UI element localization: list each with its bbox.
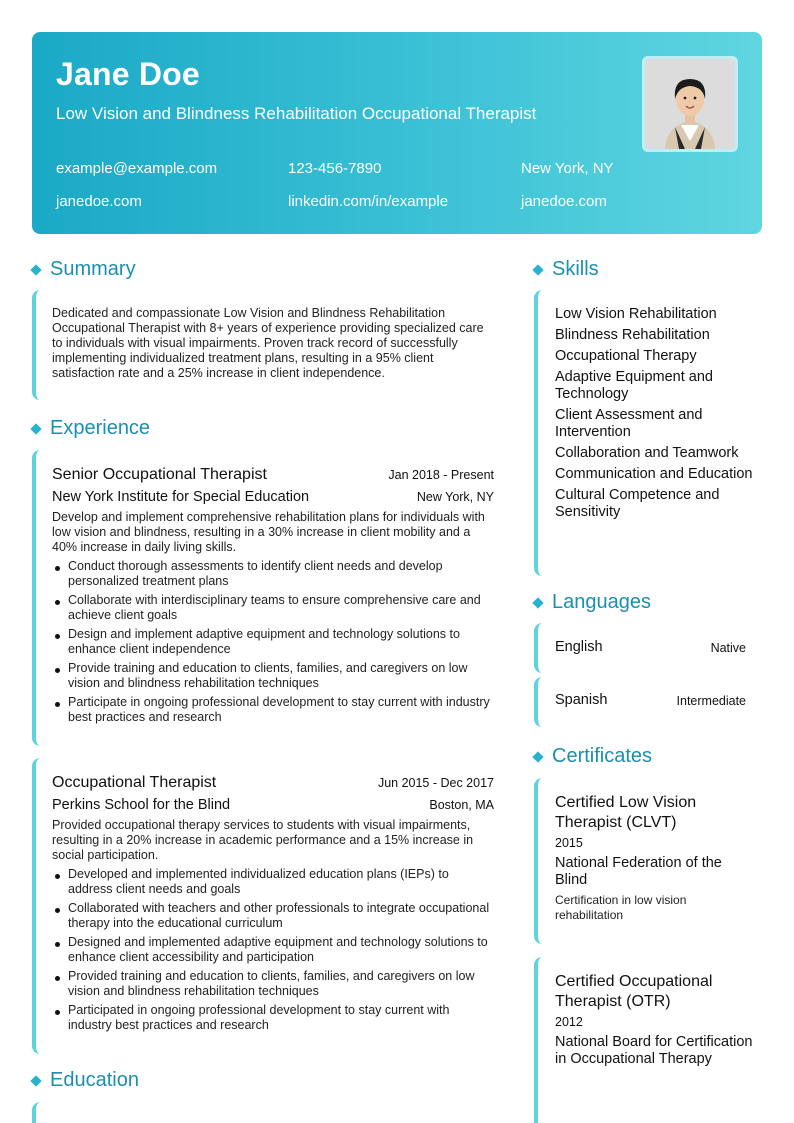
diamond-icon bbox=[30, 423, 41, 434]
certificate-name: Certified Occupational Therapist (OTR) bbox=[555, 973, 713, 1010]
language-name: English bbox=[555, 639, 603, 655]
certificate-year: 2015 bbox=[555, 836, 583, 850]
job-bullet: Collaborated with teachers and other professionals to integrate occupational therapy into the educational curriculum bbox=[52, 901, 494, 931]
education-heading: Education bbox=[50, 1069, 139, 1091]
certificate-description: Certification in low vision rehabilitation bbox=[555, 893, 687, 922]
languages-heading: Languages bbox=[552, 591, 651, 613]
candidate-name: Jane Doe bbox=[56, 56, 200, 92]
certificate-name: Certified Low Vision Therapist (CLVT) bbox=[555, 794, 697, 831]
experience-heading: Experience bbox=[50, 417, 151, 439]
job-bullet: Designed and implemented adaptive equipment and technology solutions to enhance client accessibility and participation bbox=[52, 935, 494, 965]
diamond-icon bbox=[30, 1075, 41, 1086]
job-bullet: Provide training and education to clients, families, and caregivers on low vision and blindness rehabilitation techniques bbox=[52, 661, 494, 691]
languages-section-title bbox=[532, 591, 651, 614]
skill-item: Communication and Education bbox=[555, 466, 753, 482]
diamond-icon bbox=[532, 597, 543, 608]
diamond-icon bbox=[532, 264, 543, 275]
diamond-icon bbox=[532, 751, 543, 762]
job-bullets bbox=[52, 867, 494, 1037]
job-bullet: Provided training and education to clients, families, and caregivers on low vision and blindness rehabilitation techniques bbox=[52, 969, 494, 999]
skill-item: Blindness Rehabilitation bbox=[555, 327, 710, 343]
skill-item: Client Assessment and Intervention bbox=[555, 407, 703, 440]
job-bullet: Participate in ongoing professional development to stay current with industry best practices and research bbox=[52, 695, 494, 725]
skill-item: Low Vision Rehabilitation bbox=[555, 306, 717, 322]
job-bullet: Collaborate with interdisciplinary teams to ensure comprehensive care and achieve client goals bbox=[52, 593, 494, 623]
candidate-title: Low Vision and Blindness Rehabilitation Occupational Therapist bbox=[56, 104, 537, 123]
language-name: Spanish bbox=[555, 692, 608, 708]
language-level: Intermediate bbox=[676, 694, 746, 708]
skills-list bbox=[555, 306, 755, 525]
certificates-section-title bbox=[532, 745, 652, 768]
resume-header bbox=[32, 32, 762, 234]
skill-item: Cultural Competence and Sensitivity bbox=[555, 487, 720, 520]
skill-item: Adaptive Equipment and Technology bbox=[555, 369, 713, 402]
education-card bbox=[32, 1102, 496, 1123]
job-bullet: Participated in ongoing professional development to stay current with industry best practices and research bbox=[52, 1003, 494, 1033]
skills-card bbox=[534, 290, 762, 576]
job-title: Occupational Therapist bbox=[52, 774, 217, 791]
diamond-icon bbox=[30, 264, 41, 275]
education-section-title bbox=[30, 1069, 139, 1092]
skill-item: Occupational Therapy bbox=[555, 348, 697, 364]
language-entry-1 bbox=[534, 623, 762, 673]
contact-website-secondary[interactable]: janedoe.com bbox=[521, 193, 607, 210]
job-bullet: Design and implement adaptive equipment and technology solutions to enhance client independence bbox=[52, 627, 494, 657]
experience-section-title bbox=[30, 417, 150, 440]
contact-website[interactable]: janedoe.com bbox=[56, 193, 142, 210]
summary-text: Dedicated and compassionate Low Vision and Blindness Rehabilitation Occupational Therapist with 8+ years of experience providing specialized care to individuals with visual impairments. Proven track record of successfully implementing individualized treatment plans, resulting in a 95% client satisfaction rate and a 25% increase in client independence. bbox=[52, 306, 484, 380]
certificate-issuer: National Federation of the Blind bbox=[555, 855, 722, 888]
contact-location: New York, NY bbox=[521, 160, 614, 177]
skill-item: Collaboration and Teamwork bbox=[555, 445, 739, 461]
job-bullet: Developed and implemented individualized education plans (IEPs) to address client needs and goals bbox=[52, 867, 494, 897]
job-dates: Jun 2015 - Dec 2017 bbox=[377, 776, 494, 790]
contact-phone[interactable]: 123-456-7890 bbox=[288, 160, 382, 177]
summary-card bbox=[32, 290, 496, 400]
contact-email[interactable]: example@example.com bbox=[56, 160, 218, 177]
skills-section-title bbox=[532, 258, 599, 281]
job-bullets bbox=[52, 559, 494, 729]
profile-photo-illustration bbox=[645, 59, 735, 149]
language-level: Native bbox=[710, 641, 746, 655]
contact-linkedin[interactable]: linkedin.com/in/example bbox=[288, 193, 449, 210]
profile-photo bbox=[642, 56, 738, 152]
certificate-year: 2012 bbox=[555, 1015, 583, 1029]
certificate-issuer: National Board for Certification in Occupational Therapy bbox=[555, 1034, 753, 1067]
certificate-entry-2 bbox=[534, 957, 762, 1123]
summary-heading: Summary bbox=[50, 258, 136, 280]
summary-section-title bbox=[30, 258, 136, 281]
experience-entry-1 bbox=[32, 450, 496, 746]
language-entry-2 bbox=[534, 677, 762, 727]
skills-heading: Skills bbox=[552, 258, 599, 280]
job-location: New York, NY bbox=[416, 490, 494, 504]
experience-entry-2 bbox=[32, 758, 496, 1054]
certificate-entry-1 bbox=[534, 778, 762, 944]
job-title: Senior Occupational Therapist bbox=[52, 466, 267, 483]
certificates-heading: Certificates bbox=[552, 745, 653, 767]
job-dates: Jan 2018 - Present bbox=[388, 468, 494, 482]
job-bullet: Conduct thorough assessments to identify client needs and develop personalized treatment plans bbox=[52, 559, 494, 589]
job-company: New York Institute for Special Education bbox=[52, 489, 310, 505]
job-description: Develop and implement comprehensive rehabilitation plans for individuals with low vision and blindness, resulting in a 30% increase in client mobility and a 40% increase in daily living skills. bbox=[52, 510, 485, 554]
job-company: Perkins School for the Blind bbox=[52, 797, 231, 813]
job-location: Boston, MA bbox=[429, 798, 494, 812]
job-description: Provided occupational therapy services to students with visual impairments, resulting in a 20% increase in academic performance and a 15% increase in social participation. bbox=[52, 818, 474, 862]
